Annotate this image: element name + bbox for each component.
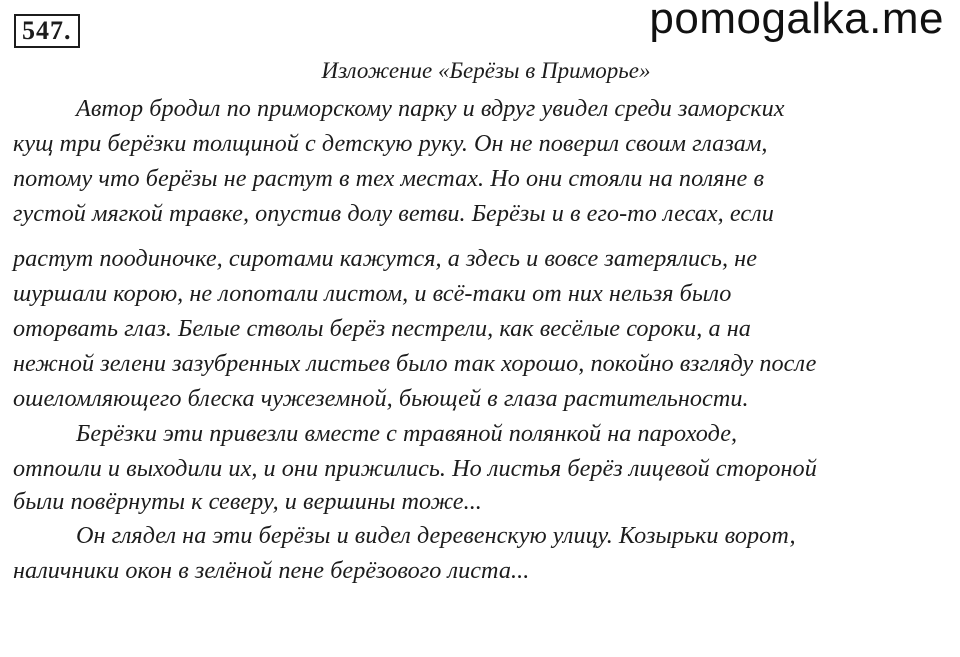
text-line: кущ три берёзки толщиной с детскую руку. Он не поверил своим глазам, (13, 130, 768, 157)
text-line: шуршали корою, не лопотали листом, и всё-таки от них нельзя было (13, 280, 732, 307)
text-line: Автор бродил по приморскому парку и вдруг увидел среди заморских (76, 95, 785, 122)
text-line: густой мягкой травке, опустив долу ветви. Берёзы и в его-то лесах, если (13, 200, 774, 227)
exercise-number: 547. (14, 14, 80, 48)
text-line: нежной зелени зазубренных листьев было так хорошо, покойно взгляду после (13, 350, 817, 377)
text-line: потому что берёзы не растут в тех местах. Но они стояли на поляне в (13, 165, 764, 192)
text-line: Он глядел на эти берёзы и видел деревенскую улицу. Козырьки ворот, (76, 522, 796, 549)
site-watermark: pomogalka.me (649, 0, 944, 43)
text-line: ошеломляющего блеска чужеземной, бьющей в глаза растительности. (13, 385, 749, 412)
essay-title: Изложение «Берёзы в Приморье» (321, 58, 651, 83)
text-line: наличники окон в зелёной пене берёзового листа... (13, 557, 530, 584)
text-line: растут поодиночке, сиротами кажутся, а здесь и вовсе затерялись, не (13, 245, 758, 272)
text-line: были повёрнуты к северу, и вершины тоже... (13, 488, 482, 515)
text-line: отпоили и выходили их, и они прижились. Но листья берёз лицевой стороной (13, 455, 817, 482)
text-line: Берёзки эти привезли вместе с травяной полянкой на пароходе, (76, 420, 738, 447)
text-line: оторвать глаз. Белые стволы берёз пестрели, как весёлые сороки, а на (13, 315, 751, 342)
